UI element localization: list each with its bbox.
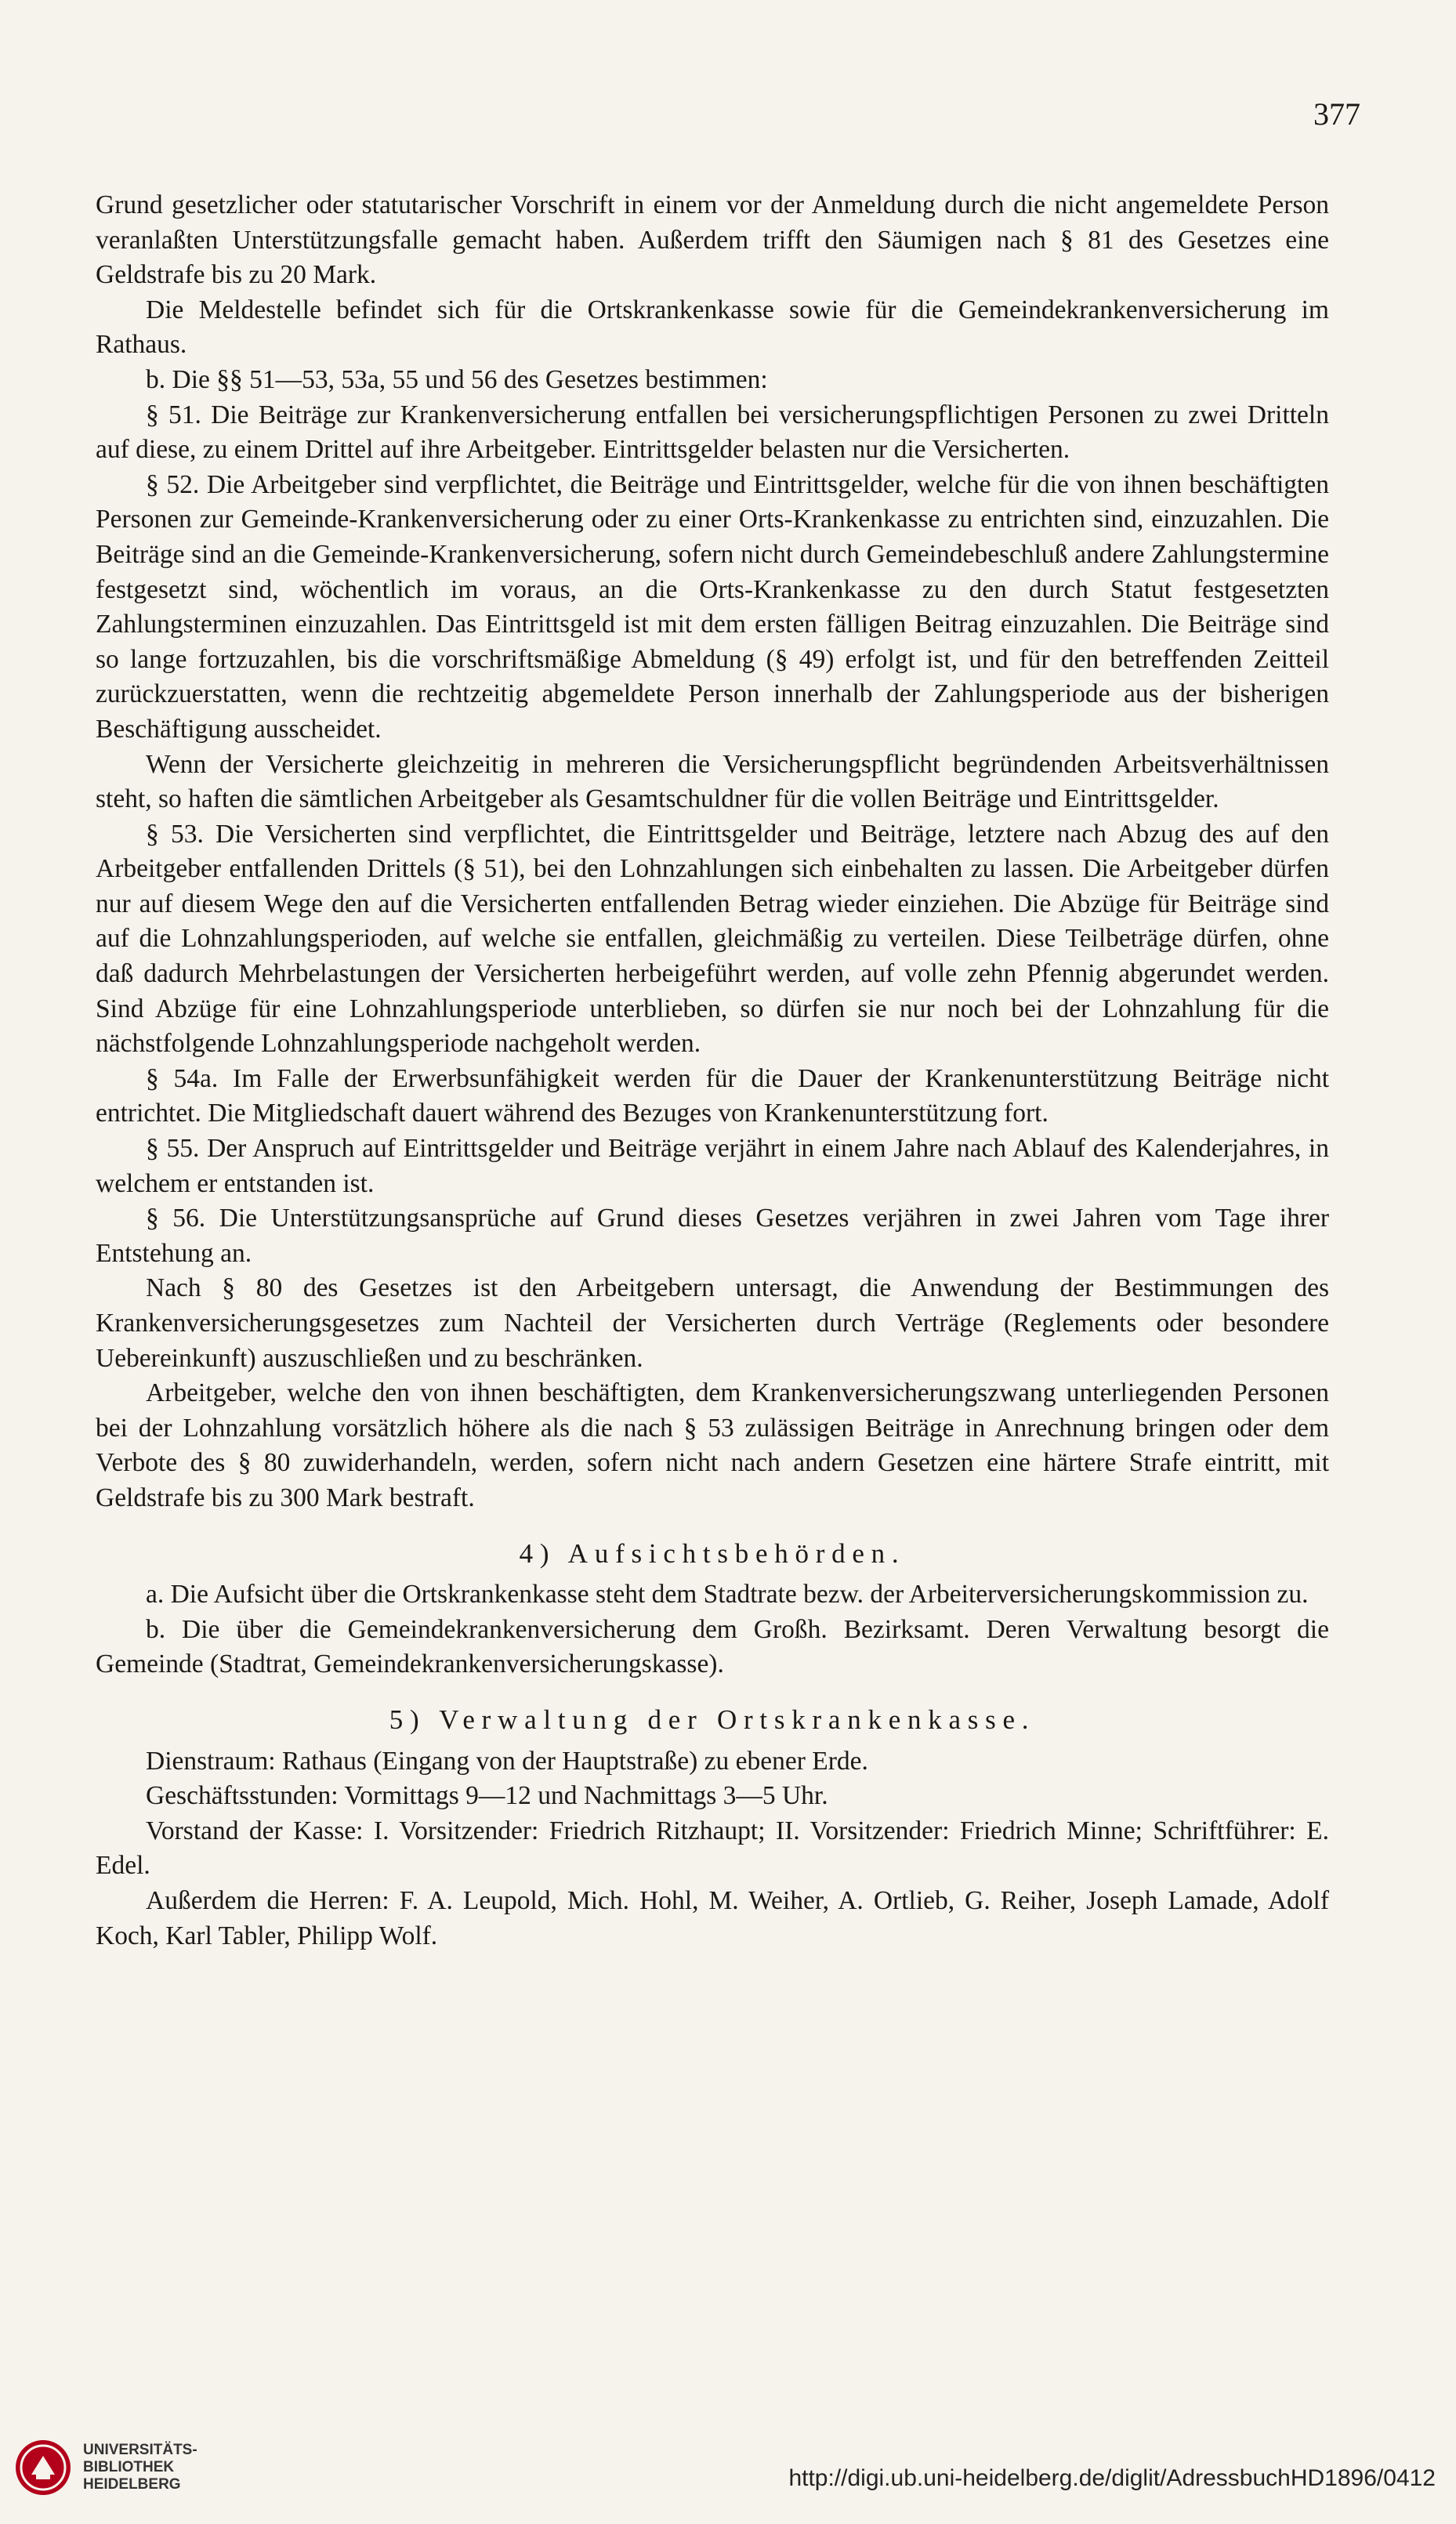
document-body xyxy=(96,188,1329,1954)
ausserdem-herren: Außerdem die Herren: F. A. Leupold, Mich. Hohl, M. Weiher, A. Ortlieb, G. Reiher, Joseph Lamade, Adolf Koch, Karl Tabler, Philipp Wolf. xyxy=(96,1885,1329,1950)
paragraph-grund: Grund gesetzlicher oder statutarischer Vorschrift in einem vor der Anmeldung durch die nicht angemeldete Person veranlaßten Unterstützungsfalle gemacht haben. Außerdem trifft den Säumigen nach § 81 des Gesetzes eine Geldstrafe bis zu 20 Mark. xyxy=(96,190,1329,290)
logo-line-2: BIBLIOTHEK xyxy=(83,2459,175,2475)
university-library-logo xyxy=(14,2439,197,2497)
aufsicht-a: a. Die Aufsicht über die Ortskrankenkasse steht dem Stadtrate bezw. der Arbeiterversicherungskommission zu. xyxy=(146,1580,1309,1610)
paragraph-section-51: § 51. Die Beiträge zur Krankenversicherung entfallen bei versicherungspflichtigen Personen zu zwei Dritteln auf diese, zu einem Drittel auf ihre Arbeitgeber. Eintrittsgelder belasten nur die Versicherten. xyxy=(96,400,1329,465)
logo-line-1: UNIVERSITÄTS- xyxy=(83,2442,197,2458)
library-seal-icon xyxy=(14,2439,72,2497)
heading-verwaltung: 5) Verwaltung der Ortskrankenkasse. xyxy=(389,1704,1036,1735)
vorstand: Vorstand der Kasse: I. Vorsitzender: Friedrich Ritzhaupt; II. Vorsitzender: Friedrich Minne; Schriftführer: E. Edel. xyxy=(96,1816,1329,1881)
aufsicht-b: b. Die über die Gemeindekrankenversicherung dem Großh. Bezirksamt. Deren Verwaltung besorgt die Gemeinde (Stadtrat, Gemeindekrankenversicherungskasse). xyxy=(96,1614,1329,1679)
paragraph-gesamtschuldner: Wenn der Versicherte gleichzeitig in mehreren die Versicherungspflicht begründenden Arbeitsverhältnissen steht, so haften die sämtlichen Arbeitgeber als Gesamtschuldner für die vollen Beiträge und Eintrittsgelder. xyxy=(96,749,1329,814)
heading-aufsichtsbehoerden: 4) Aufsichtsbehörden. xyxy=(519,1537,906,1569)
paragraph-meldestelle: Die Meldestelle befindet sich für die Ortskrankenkasse sowie für die Gemeindekrankenversicherung im Rathaus. xyxy=(96,295,1329,360)
footer xyxy=(0,2423,1456,2524)
paragraph-strafe: Arbeitgeber, welche den von ihnen beschäftigten, dem Krankenversicherungszwang unterliegenden Personen bei der Lohnzahlung vorsätzlich höhere als die nach § 53 zulässigen Beiträge in Anrechnung bringen oder dem Verbote des § 80 zuwiderhandeln, werden, sofern nicht nach andern Gesetzen eine härtere Strafe eintritt, mit Geldstrafe bis zu 300 Mark bestraft. xyxy=(96,1378,1329,1512)
dienstraum: Dienstraum: Rathaus (Eingang von der Hauptstraße) zu ebener Erde. xyxy=(146,1746,868,1776)
paragraph-gesetz-intro: b. Die §§ 51—53, 53a, 55 und 56 des Gesetzes bestimmen: xyxy=(146,364,768,394)
page-number: 377 xyxy=(1313,96,1360,132)
paragraph-section-80: Nach § 80 des Gesetzes ist den Arbeitgebern untersagt, die Anwendung der Bestimmungen des Krankenversicherungsgesetzes zum Nachteil der Versicherten durch Verträge (Reglements oder besondere Uebereinkunft) auszuschließen und zu beschränken. xyxy=(96,1273,1329,1373)
paragraph-section-52: § 52. Die Arbeitgeber sind verpflichtet, die Beiträge und Eintrittsgelder, welche für die von ihnen beschäftigten Personen zur Gemeinde-Krankenversicherung oder zu einer Orts-Krankenkasse zu entrichten sind, einzuzahlen. Die Beiträge sind an die Gemeinde-Krankenversicherung, sofern nicht durch Gemeindebeschluß andere Zahlungstermine festgesetzt sind, wöchentlich im voraus, an die Orts-Krankenkasse zu den durch Statut festgesetzten Zahlungsterminen einzuzahlen. Das Eintrittsgeld ist mit dem ersten fälligen Beitrag einzuzahlen. Die Beiträge sind so lange fortzuzahlen, bis die vorschriftsmäßige Abmeldung (§ 49) erfolgt ist, und für den betreffenden Zeitteil zurückzuerstatten, wenn die rechtzeitig abgemeldete Person innerhalb der Zahlungsperiode aus der bisherigen Beschäftigung ausscheidet. xyxy=(96,469,1329,744)
source-url-link[interactable]: http://digi.ub.uni-heidelberg.de/diglit/AdressbuchHD1896/0412 xyxy=(788,2465,1436,2491)
paragraph-section-56: § 56. Die Unterstützungsansprüche auf Grund dieses Gesetzes verjähren in zwei Jahren vom Tage ihrer Entstehung an. xyxy=(96,1204,1329,1268)
geschaeftsstunden: Geschäftsstunden: Vormittags 9—12 und Nachmittags 3—5 Uhr. xyxy=(146,1781,828,1811)
paragraph-section-54a: § 54a. Im Falle der Erwerbsunfähigkeit werden für die Dauer der Krankenunterstützung Beiträge nicht entrichtet. Die Mitgliedschaft dauert während des Bezuges von Krankenunterstützung fort. xyxy=(96,1063,1329,1128)
paragraph-section-55: § 55. Der Anspruch auf Eintrittsgelder und Beiträge verjährt in einem Jahre nach Ablauf des Kalenderjahres, in welchem er entstanden ist. xyxy=(96,1134,1329,1198)
logo-line-3: HEIDELBERG xyxy=(83,2476,181,2493)
paragraph-section-53: § 53. Die Versicherten sind verpflichtet, die Eintrittsgelder und Beiträge, letztere nach Abzug des auf den Arbeitgeber entfallenden Drittels (§ 51), bei den Lohnzahlungen sich einbehalten zu lassen. Die Arbeitgeber dürfen nur auf diesem Wege den auf die Versicherten entfallenden Betrag wieder einziehen. Die Abzüge für Beiträge sind auf die Lohnzahlungsperioden, auf welche sie entfallen, gleichmäßig zu verteilen. Diese Teilbeträge dürfen, ohne daß dadurch Mehrbelastungen der Versicherten herbeigeführt werden, auf volle zehn Pfennig abgerundet werden. Sind Abzüge für eine Lohnzahlungsperiode unterblieben, so dürfen sie nur noch bei der Lohnzahlung für die nächstfolgende Lohnzahlungsperiode nachgeholt werden. xyxy=(96,819,1329,1059)
